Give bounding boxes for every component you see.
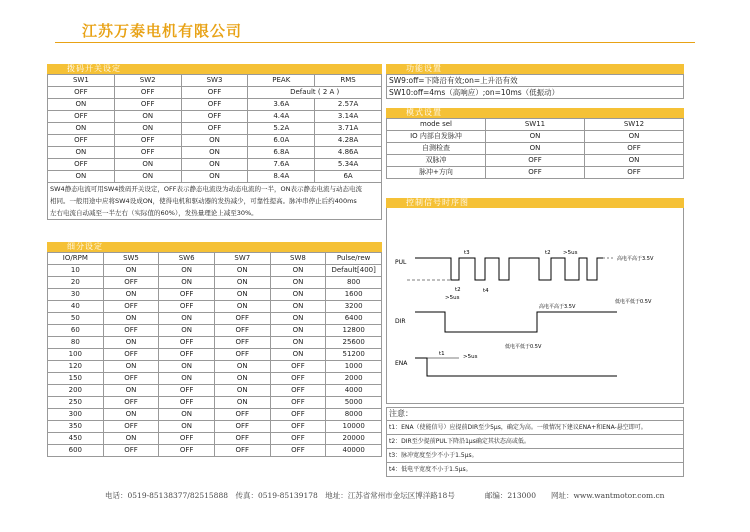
table-cell: 6.8A	[248, 147, 315, 159]
function-title: 功能设置	[386, 64, 684, 74]
mode-panel	[386, 108, 684, 179]
table-cell: ON	[103, 313, 159, 325]
table-cell: 自测检查	[387, 143, 486, 155]
table-cell: 4.86A	[315, 147, 382, 159]
table-cell: ON	[48, 123, 115, 135]
table-cell: 6A	[315, 171, 382, 183]
notes-list	[386, 420, 684, 477]
dir-label: DIR	[395, 318, 406, 325]
table-cell: OFF	[159, 301, 215, 313]
table-cell: 1000	[326, 361, 382, 373]
table-cell: OFF	[159, 349, 215, 361]
col-header: SW7	[214, 253, 270, 265]
table-cell: 50	[48, 313, 104, 325]
table-cell: ON	[159, 361, 215, 373]
table-cell: ON	[103, 433, 159, 445]
table-cell: OFF	[114, 99, 181, 111]
table-cell: 150	[48, 373, 104, 385]
notes-title: 注意：	[386, 407, 684, 420]
t2-label-b: t2	[455, 287, 461, 293]
table-cell: ON	[214, 361, 270, 373]
note-item: t3：脉冲宽度至少不小于1.5μs。	[387, 449, 683, 463]
col-header: SW1	[48, 75, 115, 87]
table-cell: IO 内部自发脉冲	[387, 131, 486, 143]
table-cell: ON	[159, 421, 215, 433]
table-cell: ON	[270, 265, 326, 277]
table-cell: OFF	[159, 445, 215, 457]
table-cell: OFF	[114, 135, 181, 147]
table-cell: ON	[103, 385, 159, 397]
table-cell: OFF	[214, 313, 270, 325]
table-cell: OFF	[103, 349, 159, 361]
table-cell: ON	[181, 147, 248, 159]
table-cell: 3.6A	[248, 99, 315, 111]
table-cell: 4.28A	[315, 135, 382, 147]
table-cell: ON	[181, 135, 248, 147]
col-header: SW8	[270, 253, 326, 265]
table-header-row	[387, 119, 684, 131]
note-item: t4：低电平宽度不小于1.5μs。	[389, 466, 472, 473]
company-name: 江苏万泰电机有限公司	[82, 22, 243, 40]
table-cell: 250	[48, 397, 104, 409]
table-cell: ON	[181, 171, 248, 183]
dip-switch-table	[47, 74, 382, 183]
table-cell: Default ( 2 A )	[248, 87, 382, 99]
table-row	[48, 421, 382, 433]
t1-label: t1	[439, 351, 445, 357]
gt5us-label-c: >5us	[463, 354, 478, 360]
table-row	[387, 131, 684, 143]
table-cell: ON	[103, 409, 159, 421]
table-cell: OFF	[114, 147, 181, 159]
table-cell: OFF	[103, 373, 159, 385]
note-line: 左右电流自动减至一半左右（实际值的60%），发热量理论上减至30%。	[50, 209, 258, 217]
table-cell: 3.71A	[315, 123, 382, 135]
table-cell: 7.6A	[248, 159, 315, 171]
table-cell: ON	[486, 143, 585, 155]
col-header: SW11	[486, 119, 585, 131]
table-cell: OFF	[270, 409, 326, 421]
table-cell: OFF	[159, 385, 215, 397]
lo-level-2: 低电平低于0.5V	[505, 344, 542, 350]
col-header: SW3	[181, 75, 248, 87]
table-cell: 8.4A	[248, 171, 315, 183]
table-cell: 450	[48, 433, 104, 445]
pul-label: PUL	[395, 259, 407, 266]
mode-table	[386, 118, 684, 179]
table-cell: 300	[48, 409, 104, 421]
table-cell: 3.14A	[315, 111, 382, 123]
table-cell: OFF	[48, 135, 115, 147]
table-cell: 100	[48, 349, 104, 361]
table-row	[48, 123, 382, 135]
table-row	[48, 361, 382, 373]
note-line: SW4静态电流可用SW4拨码开关设定，OFF表示静态电流设为动态电流的一半，ON表示静态电流与动态电流	[50, 185, 362, 193]
table-cell: ON	[114, 123, 181, 135]
gt5us-label-b: >5us	[445, 295, 460, 301]
table-cell: ON	[270, 277, 326, 289]
table-cell: ON	[585, 155, 684, 167]
table-cell: ON	[114, 159, 181, 171]
table-cell: ON	[114, 171, 181, 183]
table-cell: OFF	[103, 277, 159, 289]
table-cell: ON	[159, 277, 215, 289]
table-cell: ON	[270, 313, 326, 325]
table-row	[387, 155, 684, 167]
table-row	[48, 409, 382, 421]
ena-label: ENA	[395, 360, 408, 367]
table-cell: OFF	[103, 325, 159, 337]
col-header: SW6	[159, 253, 215, 265]
table-cell: OFF	[159, 289, 215, 301]
table-cell: ON	[270, 301, 326, 313]
table-cell: OFF	[270, 361, 326, 373]
table-cell: OFF	[214, 325, 270, 337]
table-cell: 4000	[326, 385, 382, 397]
table-row	[48, 373, 382, 385]
table-cell: 25600	[326, 337, 382, 349]
table-cell: OFF	[270, 433, 326, 445]
table-cell: OFF	[214, 421, 270, 433]
table-cell: 20000	[326, 433, 382, 445]
table-cell: ON	[159, 325, 215, 337]
table-cell: 120	[48, 361, 104, 373]
table-cell: ON	[48, 171, 115, 183]
subdivision-panel	[47, 242, 382, 457]
table-cell: ON	[103, 289, 159, 301]
table-cell: OFF	[270, 397, 326, 409]
function-line: SW9:off=下降沿有效;on=上升沿有效	[386, 74, 684, 87]
table-cell: ON	[181, 159, 248, 171]
table-cell: OFF	[181, 87, 248, 99]
table-cell: OFF	[103, 397, 159, 409]
col-header: Pulse/rew	[326, 253, 382, 265]
table-row	[48, 135, 382, 147]
table-cell: ON	[159, 409, 215, 421]
table-cell: 200	[48, 385, 104, 397]
table-cell: ON	[486, 131, 585, 143]
table-cell: 双脉冲	[387, 155, 486, 167]
table-cell: OFF	[214, 349, 270, 361]
table-cell: OFF	[114, 87, 181, 99]
col-header: mode sel	[387, 119, 486, 131]
table-cell: ON	[214, 385, 270, 397]
table-row	[48, 289, 382, 301]
table-cell: 6400	[326, 313, 382, 325]
table-cell: OFF	[48, 159, 115, 171]
table-row	[48, 159, 382, 171]
table-cell: 10000	[326, 421, 382, 433]
table-cell: 40000	[326, 445, 382, 457]
table-cell: 60	[48, 325, 104, 337]
table-cell: OFF	[214, 337, 270, 349]
table-cell: ON	[48, 99, 115, 111]
table-cell: ON	[48, 147, 115, 159]
table-cell: 4.4A	[248, 111, 315, 123]
notes-panel	[386, 407, 684, 477]
table-header-row	[48, 75, 382, 87]
table-row	[48, 313, 382, 325]
function-line: SW10:off=4ms（高响应）;on=10ms（低振动）	[386, 87, 684, 99]
table-cell: 8000	[326, 409, 382, 421]
table-cell: OFF	[270, 421, 326, 433]
subdivision-table	[47, 252, 382, 457]
table-row	[48, 277, 382, 289]
table-cell: 600	[48, 445, 104, 457]
table-row	[387, 167, 684, 179]
table-cell: OFF	[270, 445, 326, 457]
table-row	[48, 349, 382, 361]
function-panel	[386, 64, 684, 99]
ena-waveform	[415, 358, 617, 376]
table-cell: ON	[214, 397, 270, 409]
subdivision-title: 细分设定	[47, 242, 382, 252]
dip-note	[47, 183, 382, 220]
table-cell: OFF	[486, 155, 585, 167]
table-cell: 30	[48, 289, 104, 301]
table-row	[48, 111, 382, 123]
table-cell: ON	[214, 301, 270, 313]
t3-label: t3	[464, 250, 470, 256]
table-cell: ON	[270, 337, 326, 349]
table-cell: 3200	[326, 301, 382, 313]
table-cell: 5000	[326, 397, 382, 409]
dip-switch-panel	[47, 64, 382, 220]
table-cell: 5.34A	[315, 159, 382, 171]
table-cell: 12800	[326, 325, 382, 337]
table-cell: ON	[103, 265, 159, 277]
note-item: t2：DIR至少提前PUL下降沿1μs确定其状态高或低。	[387, 435, 683, 449]
table-cell: OFF	[585, 143, 684, 155]
table-row	[48, 385, 382, 397]
table-cell: 6.0A	[248, 135, 315, 147]
table-cell: 350	[48, 421, 104, 433]
timing-panel	[386, 198, 684, 404]
table-cell: ON	[214, 289, 270, 301]
table-cell: OFF	[181, 123, 248, 135]
table-row	[48, 147, 382, 159]
col-header: RMS	[315, 75, 382, 87]
table-cell: 40	[48, 301, 104, 313]
timing-diagram	[387, 208, 683, 403]
table-cell: OFF	[159, 433, 215, 445]
table-cell: ON	[270, 289, 326, 301]
table-cell: 80	[48, 337, 104, 349]
dir-waveform	[415, 312, 617, 332]
table-row	[48, 87, 382, 99]
table-cell: OFF	[585, 167, 684, 179]
note-line: 相同。一般用途中应将SW4设成ON，使得电机和驱动器的发热减少，可靠性提高。脉冲串停止后约400ms	[50, 197, 357, 205]
table-cell: 脉冲+方向	[387, 167, 486, 179]
lo-level-1: 低电平低于0.5V	[615, 299, 652, 305]
col-header: SW2	[114, 75, 181, 87]
table-cell: OFF	[181, 99, 248, 111]
mode-title: 模式设置	[386, 108, 684, 118]
footer-contact: 电话：0519-85138377/82515888 传真：0519-85139178 地址：江苏省常州市金坛区博洋路18号 邮编：213000 网址：www.wantmotor.com.cn	[105, 491, 665, 500]
table-cell: ON	[103, 337, 159, 349]
table-cell: OFF	[103, 445, 159, 457]
table-cell: 2.57A	[315, 99, 382, 111]
table-cell: ON	[159, 313, 215, 325]
table-cell: OFF	[48, 111, 115, 123]
timing-diagram-box	[386, 208, 684, 404]
table-cell: OFF	[48, 87, 115, 99]
table-row	[48, 397, 382, 409]
header-divider	[55, 42, 695, 43]
col-header: SW5	[103, 253, 159, 265]
table-cell: ON	[270, 349, 326, 361]
table-cell: 2000	[326, 373, 382, 385]
table-row	[48, 433, 382, 445]
pul-waveform	[415, 258, 603, 280]
table-cell: 1600	[326, 289, 382, 301]
table-cell: ON	[270, 325, 326, 337]
table-cell: OFF	[214, 409, 270, 421]
table-row	[48, 99, 382, 111]
table-row	[48, 265, 382, 277]
table-cell: ON	[214, 277, 270, 289]
table-cell: OFF	[214, 433, 270, 445]
table-cell: ON	[214, 265, 270, 277]
hi-level-2: 高电平高于3.5V	[539, 304, 576, 310]
table-cell: 10	[48, 265, 104, 277]
table-cell: ON	[159, 373, 215, 385]
table-cell: 800	[326, 277, 382, 289]
timing-title: 控制信号时序图	[386, 198, 684, 208]
table-cell: ON	[103, 361, 159, 373]
col-header: PEAK	[248, 75, 315, 87]
table-cell: 5.2A	[248, 123, 315, 135]
table-cell: 51200	[326, 349, 382, 361]
hi-level-1: 高电平高于3.5V	[617, 256, 654, 262]
table-cell: Default[400]	[326, 265, 382, 277]
table-cell: OFF	[181, 111, 248, 123]
table-cell: OFF	[270, 373, 326, 385]
col-header: SW12	[585, 119, 684, 131]
dip-switch-title: 拨码开关设定	[47, 64, 382, 74]
table-cell: OFF	[103, 301, 159, 313]
table-cell: OFF	[103, 421, 159, 433]
table-cell: ON	[114, 111, 181, 123]
table-cell: ON	[585, 131, 684, 143]
table-row	[387, 143, 684, 155]
table-cell: OFF	[159, 397, 215, 409]
table-cell: OFF	[159, 337, 215, 349]
t4-label: t4	[483, 288, 489, 294]
table-cell: ON	[159, 265, 215, 277]
table-row	[48, 171, 382, 183]
table-cell: 20	[48, 277, 104, 289]
table-row	[48, 301, 382, 313]
table-cell: OFF	[486, 167, 585, 179]
gt5us-label: >5us	[563, 250, 578, 256]
table-cell: OFF	[214, 445, 270, 457]
note-item: t1：ENA（使能信号）应提前DIR至少5μs，确定为高。一般情况下建议ENA+和ENA-悬空即可。	[387, 421, 683, 435]
table-row	[48, 445, 382, 457]
table-header-row	[48, 253, 382, 265]
table-cell: OFF	[270, 385, 326, 397]
table-row	[48, 325, 382, 337]
t2-label: t2	[545, 250, 551, 256]
table-cell: ON	[214, 373, 270, 385]
table-row	[48, 337, 382, 349]
col-header: IO/RPM	[48, 253, 104, 265]
